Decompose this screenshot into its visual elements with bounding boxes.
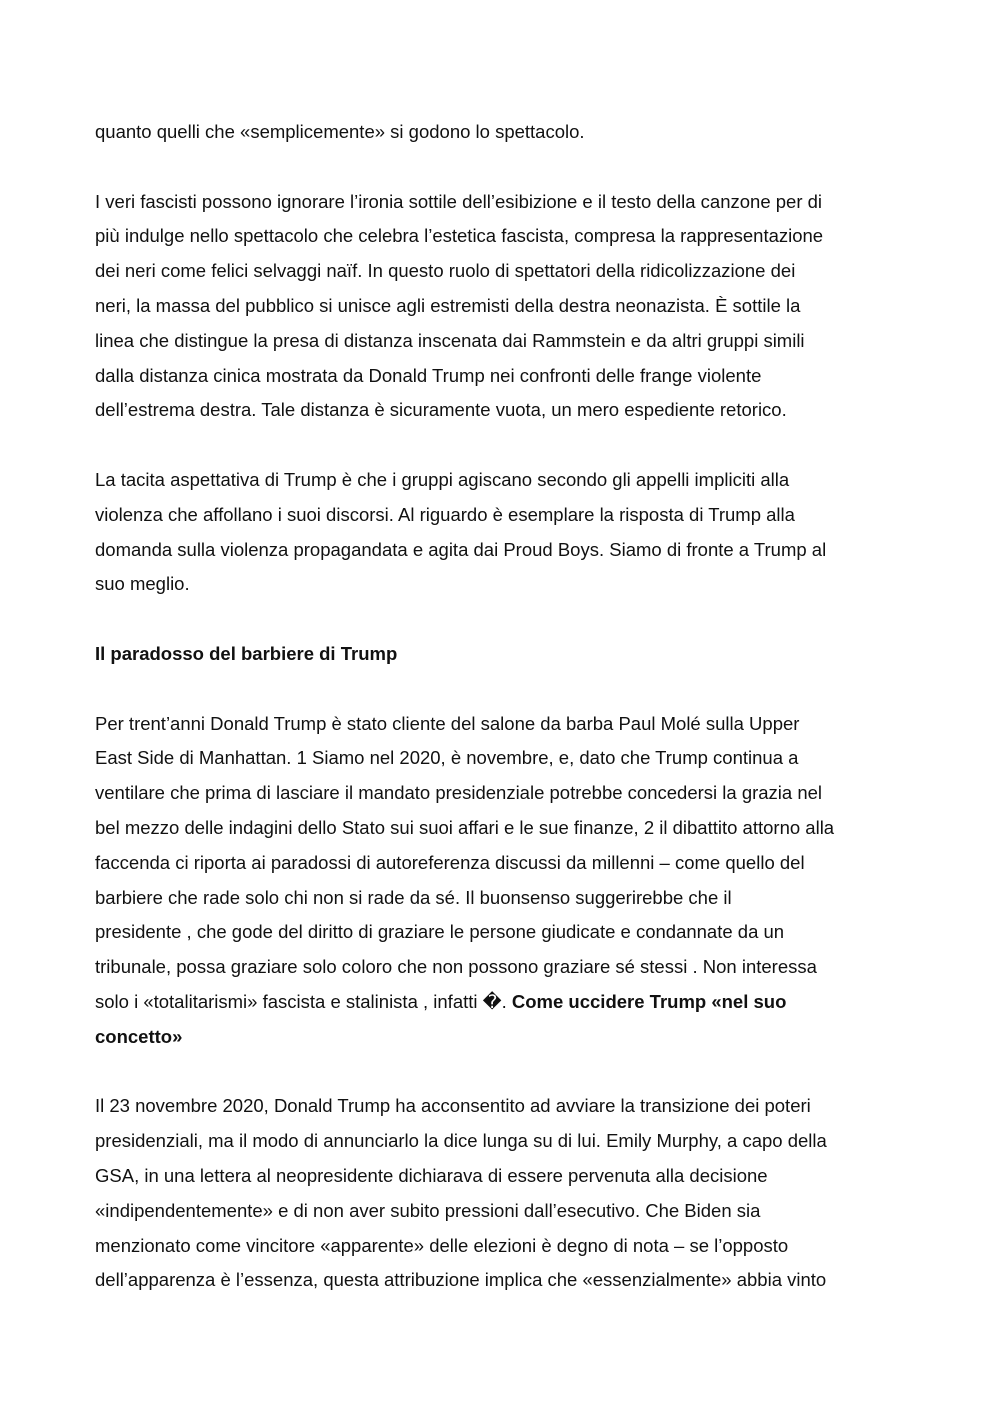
text-line: dell’estrema destra. Tale distanza è sicuramente vuota, un mero espediente retorico.: [95, 399, 787, 421]
inline-heading: Come uccidere Trump «nel suo: [511, 990, 787, 1012]
text-line: bel mezzo delle indagini dello Stato sui suoi affari e le sue finanze, 2 il dibattito attorno alla: [95, 816, 835, 838]
text-line: Il 23 novembre 2020, Donald Trump ha acconsentito ad avviare la transizione dei poteri: [95, 1095, 811, 1117]
text-line: faccenda ci riporta ai paradossi di autoreferenza discussi da millenni – come quello del: [95, 851, 805, 873]
text-line: ventilare che prima di lasciare il mandato presidenziale potrebbe concedersi la grazia nel: [95, 782, 823, 804]
paragraph-spacer: [95, 602, 915, 637]
heading-text: Il paradosso del barbiere di Trump: [95, 642, 398, 664]
document-body: [95, 115, 915, 1298]
text-line: suo meglio.: [95, 573, 190, 595]
text-line: Per trent’anni Donald Trump è stato cliente del salone da barba Paul Molé sulla Upper: [95, 712, 800, 734]
text-line: dei neri come felici selvaggi naïf. In questo ruolo di spettatori della ridicolizzazione dei: [95, 260, 796, 282]
paragraph-spacer: [95, 428, 915, 463]
paragraph-spacer: [95, 1055, 915, 1090]
paragraph: [95, 1089, 915, 1298]
text-line: menzionato come vincitore «apparente» delle elezioni è degno di nota – se l’opposto: [95, 1234, 789, 1256]
paragraph-spacer: [95, 150, 915, 185]
paragraph: [95, 463, 915, 602]
text-line: presidente , che gode del diritto di graziare le persone giudicate e condannate da un: [95, 921, 785, 943]
text-line-mixed: [95, 985, 915, 1020]
section-heading: [95, 637, 915, 672]
text-line: violenza che affollano i suoi discorsi. Al riguardo è esemplare la risposta di Trump alla: [95, 503, 795, 525]
text-line: GSA, in una lettera al neopresidente dichiarava di essere pervenuta alla decisione: [95, 1164, 768, 1186]
text-line: quanto quelli che «semplicemente» si godono lo spettacolo.: [95, 121, 585, 142]
text-line: neri, la massa del pubblico si unisce agli estremisti della destra neonazista. È sottile la: [95, 294, 801, 316]
text-line: East Side di Manhattan. 1 Siamo nel 2020, è novembre, e, dato che Trump continua a: [95, 747, 799, 769]
text-line: più indulge nello spettacolo che celebra l’estetica fascista, compresa la rappresentazione: [95, 225, 824, 247]
paragraph: [95, 185, 915, 429]
inline-heading-tail: concetto»: [95, 1025, 183, 1047]
text-line: domanda sulla violenza propagandata e agita dai Proud Boys. Siamo di fronte a Trump al: [95, 538, 827, 560]
text-normal: solo i «totalitarismi» fascista e stalinista , infatti �.: [95, 990, 512, 1012]
text-line: tribunale, possa graziare solo coloro che non possono graziare sé stessi . Non interessa: [95, 956, 817, 978]
text-line: dell’apparenza è l’essenza, questa attribuzione implica che «essenzialmente» abbia vinto: [95, 1269, 827, 1291]
text-line: presidenziali, ma il modo di annunciarlo la dice lunga su di lui. Emily Murphy, a capo della: [95, 1130, 827, 1152]
text-line: I veri fascisti possono ignorare l’ironia sottile dell’esibizione e il testo della canzone per di: [95, 190, 823, 212]
paragraph-spacer: [95, 672, 915, 707]
paragraph: [95, 115, 915, 150]
text-line: «indipendentemente» e di non aver subito pressioni dall’esecutivo. Che Biden sia: [95, 1199, 761, 1221]
text-line: dalla distanza cinica mostrata da Donald Trump nei confronti delle frange violente: [95, 364, 762, 386]
paragraph: [95, 707, 915, 1055]
text-line: La tacita aspettativa di Trump è che i gruppi agiscano secondo gli appelli impliciti alla: [95, 468, 790, 490]
text-line: barbiere che rade solo chi non si rade da sé. Il buonsenso suggerirebbe che il: [95, 886, 732, 908]
text-line: linea che distingue la presa di distanza inscenata dai Rammstein e da altri gruppi simili: [95, 329, 805, 351]
